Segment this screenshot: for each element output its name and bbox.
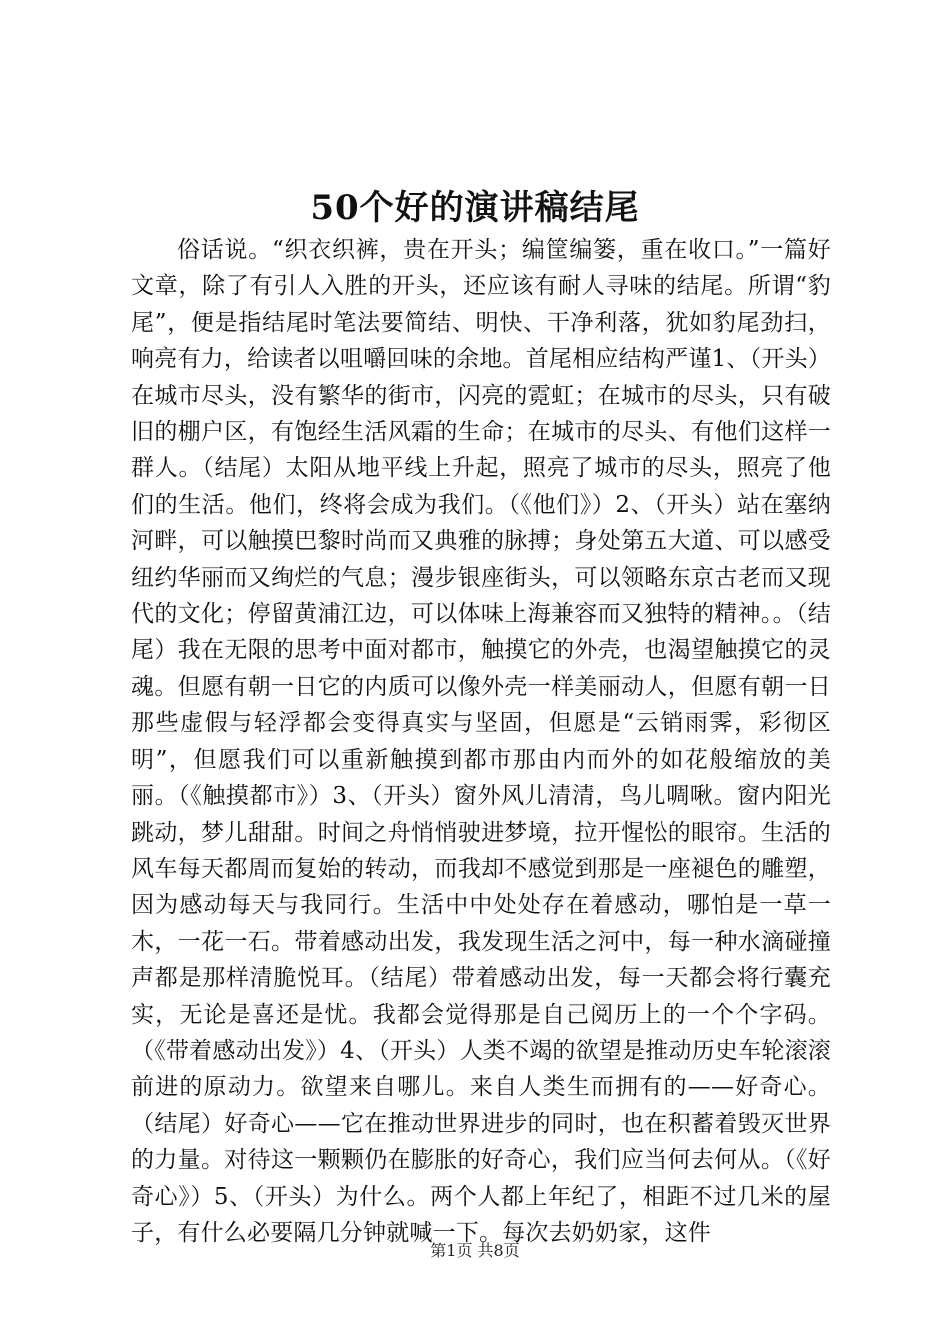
page-number-footer: 第1页 共8页	[430, 1241, 520, 1260]
document-body-paragraph: 俗话说。“织衣织裤，贵在开头；编筐编篓，重在收口。”一篇好文章，除了有引人入胜的开头，还应该有耐人寻味的结尾。所谓“豹尾”，便是指结尾时笔法要简结、明快、干净利落，犹如豹尾劲扫，响亮有力，给读者以咀嚼回味的余地。首尾相应结构严谨1、（开头）在城市尽头，没有繁华的街市，闪亮的霓虹；在城市的尽头，只有破旧的棚户区，有饱经生活风霜的生命；在城市的尽头、有他们这样一群人。（结尾）太阳从地平线上升起，照亮了城市的尽头，照亮了他们的生活。他们，终将会成为我们。（《他们》）2、（开头）站在塞纳河畔，可以触摸巴黎时尚而又典雅的脉搏；身处第五大道、可以感受纽约华丽而又绚烂的气息；漫步银座街头，可以领略东京古老而又现代的文化；停留黄浦江边，可以体味上海兼容而又独特的精神。。（结尾）我在无限的思考中面对都市，触摸它的外壳，也渴望触摸它的灵魂。但愿有朝一日它的内质可以像外壳一样美丽动人，但愿有朝一日那些虚假与轻浮都会变得真实与坚固，但愿是“云销雨霁，彩彻区明”，但愿我们可以重新触摸到都市那由内而外的如花般缩放的美丽。（《触摸都市》）3、（开头）窗外风儿清清，鸟儿啁啾。窗内阳光跳动，梦儿甜甜。时间之舟悄悄驶进梦境，拉开惺忪的眼帘。生活的风车每天都周而复始的转动，而我却不感觉到那是一座褪色的雕塑，因为感动每天与我同行。生活中中处处存在着感动，哪怕是一草一木，一花一石。带着感动出发，我发现生活之河中，每一种水滴碰撞声都是那样清脆悦耳。（结尾）带着感动出发，每一天都会将行囊充实，无论是喜还是忧。我都会觉得那是自己阅历上的一个个字码。（《带着感动出发》）4、（开头）人类不竭的欲望是推动历史车轮滚滚前进的原动力。欲望来自哪儿。来自人类生而拥有的——好奇心。（结尾）好奇心——它在推动世界进步的同时，也在积蓄着毁灭世界的力量。对待这一颗颗仍在膨胀的好奇心，我们应当何去何从。（《好奇心》）5、（开头）为什么。两个人都上年纪了，相距不过几米的屋子，有什么必要隔几分钟就喊一下。每次去奶奶家，这件	[131, 237, 831, 1246]
document-title: 50个好的演讲稿结尾	[310, 188, 640, 228]
